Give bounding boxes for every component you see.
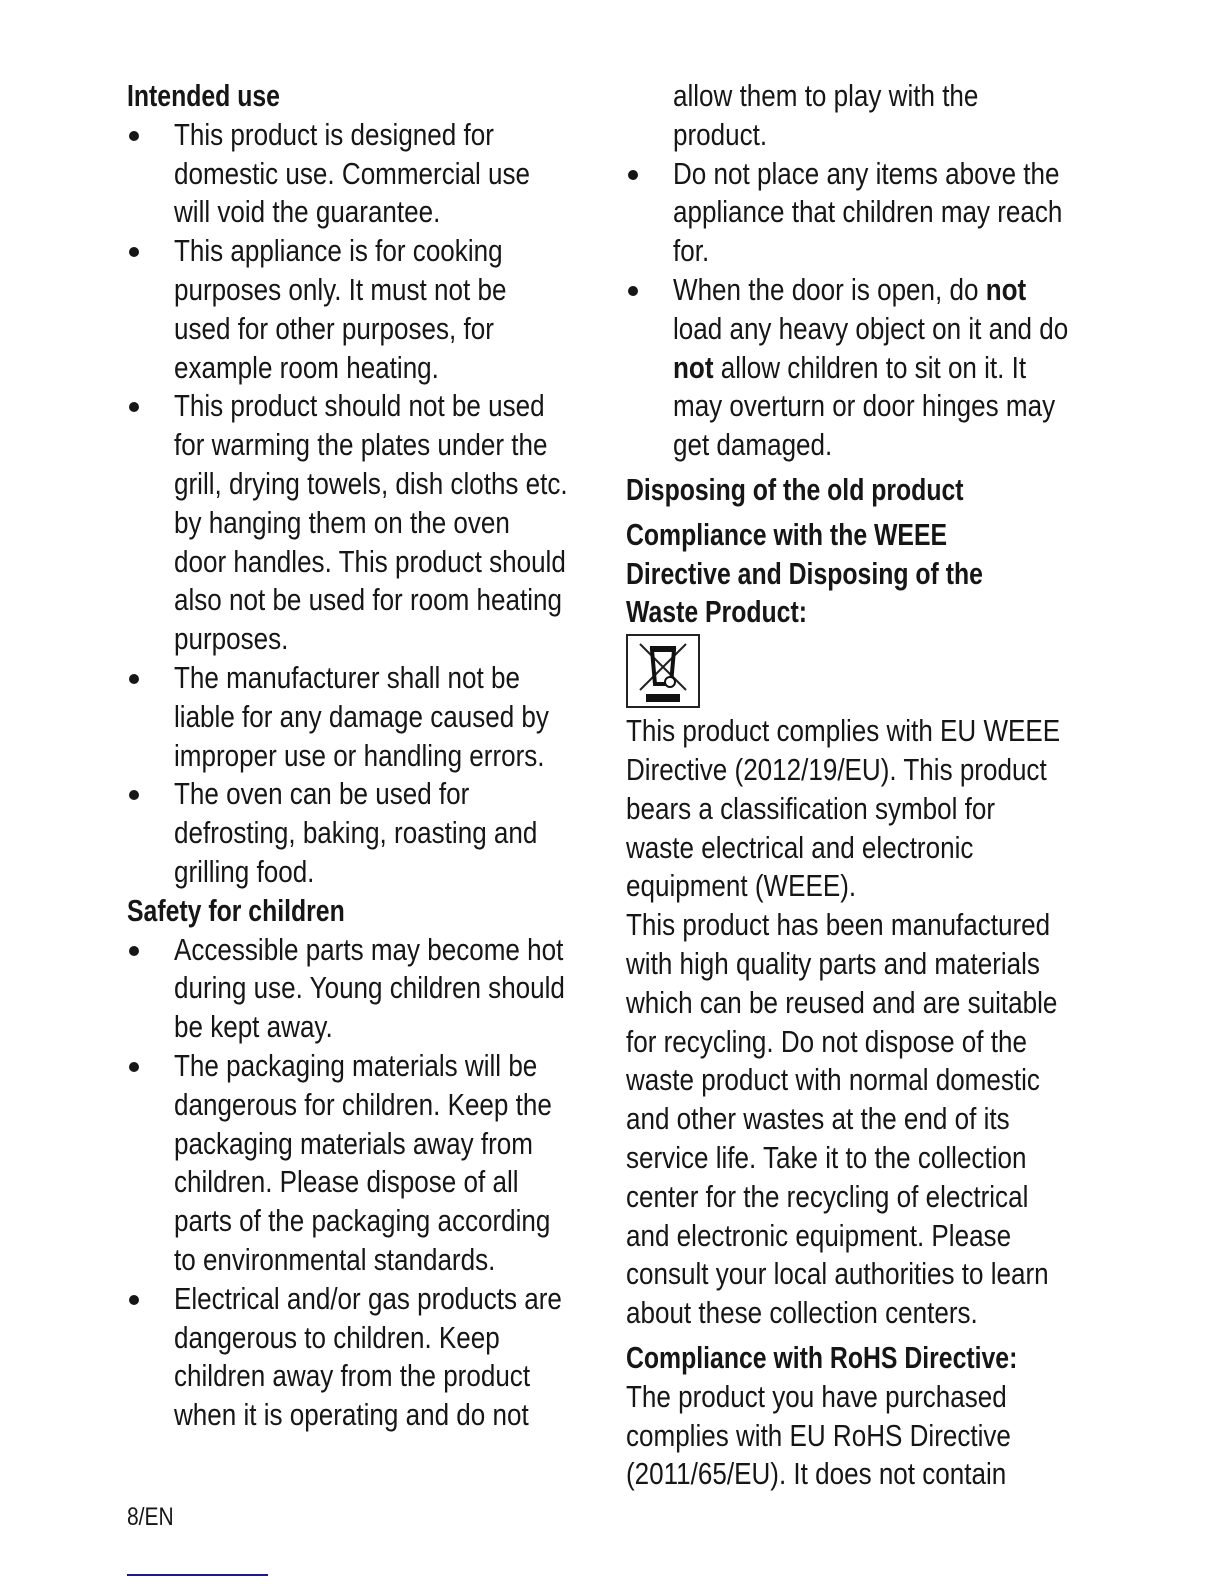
paragraph bbox=[626, 712, 1106, 1333]
text-line-content: and other wastes at the end of its bbox=[626, 1101, 1010, 1137]
text-line-content: children. Please dispose of all bbox=[174, 1164, 519, 1200]
text-line bbox=[626, 1217, 1106, 1256]
bullet-icon bbox=[129, 1295, 139, 1305]
text-line bbox=[626, 712, 1106, 751]
text-line bbox=[626, 867, 1106, 906]
text-line-content: dangerous for children. Keep the bbox=[174, 1086, 552, 1122]
text-line bbox=[174, 232, 607, 271]
text-line bbox=[626, 829, 1106, 868]
bullet-item bbox=[626, 271, 1106, 465]
text-line-content: for warming the plates under the bbox=[174, 427, 548, 463]
text-line bbox=[673, 349, 1106, 388]
paragraph bbox=[626, 1378, 1106, 1494]
text-line-content: appliance that children may reach bbox=[673, 194, 1063, 230]
text-line-content: allow them to play with the bbox=[673, 78, 979, 113]
text-line bbox=[626, 593, 1106, 632]
text-line-content: packaging materials away from bbox=[174, 1125, 533, 1161]
text-line bbox=[626, 906, 1106, 945]
paragraph bbox=[626, 77, 1106, 155]
text-line-content: with high quality parts and materials bbox=[626, 945, 1040, 981]
text-line-content: also not be used for room heating bbox=[174, 582, 562, 618]
text-line-content: The packaging materials will be bbox=[174, 1047, 538, 1083]
text-line-content: Directive (2012/19/EU). This product bbox=[626, 751, 1047, 787]
text-line-content: service life. Take it to the collection bbox=[626, 1139, 1027, 1175]
text-line-content: waste electrical and electronic bbox=[626, 829, 974, 865]
text-line bbox=[174, 1047, 607, 1086]
text-line-content: when it is operating and do not bbox=[174, 1397, 529, 1433]
text-line bbox=[174, 1357, 607, 1396]
text-line-content: Compliance with RoHS Directive: bbox=[626, 1339, 1018, 1375]
bullet-icon bbox=[129, 790, 139, 800]
text-line-content: This product has been manufactured bbox=[626, 907, 1051, 943]
text-line bbox=[174, 1396, 607, 1435]
text-line bbox=[626, 516, 1106, 555]
section-heading bbox=[626, 471, 1106, 510]
bullet-icon bbox=[129, 402, 139, 412]
footer-rule bbox=[127, 1574, 268, 1576]
weee-crossed-bin-icon bbox=[626, 634, 700, 708]
text-line-content: Compliance with the WEEE bbox=[626, 516, 948, 552]
text-line bbox=[673, 426, 1106, 465]
text-line bbox=[174, 426, 607, 465]
text-line bbox=[626, 1455, 1106, 1494]
text-segment: When the door is open, do bbox=[673, 271, 986, 307]
bullet-item bbox=[127, 931, 607, 1047]
text-line-content: by hanging them on the oven bbox=[174, 504, 510, 540]
text-line bbox=[174, 310, 607, 349]
text-line bbox=[626, 1139, 1106, 1178]
text-line bbox=[174, 271, 607, 310]
text-line bbox=[626, 1061, 1106, 1100]
left-column bbox=[127, 77, 607, 1435]
text-line-content: grilling food. bbox=[174, 853, 315, 889]
text-line-content: The product you have purchased bbox=[626, 1378, 1007, 1414]
text-line bbox=[174, 1163, 607, 1202]
text-line-content: Intended use bbox=[127, 78, 280, 113]
text-line bbox=[174, 659, 607, 698]
text-line bbox=[174, 387, 607, 426]
emphasis-text: not bbox=[673, 349, 714, 385]
text-line-content: door handles. This product should bbox=[174, 543, 566, 579]
text-line-content: domestic use. Commercial use bbox=[174, 155, 531, 191]
text-line bbox=[673, 232, 1106, 271]
text-line bbox=[626, 1417, 1106, 1456]
text-line-content: which can be reused and are suitable bbox=[626, 984, 1058, 1020]
text-line-content: to environmental standards. bbox=[174, 1241, 496, 1277]
text-line-content: This product complies with EU WEEE bbox=[626, 713, 1061, 749]
text-segment: allow children to sit on it. It bbox=[713, 349, 1027, 385]
bullet-item bbox=[127, 387, 607, 659]
text-line bbox=[174, 1125, 607, 1164]
text-line bbox=[626, 471, 1106, 510]
text-line-content: Waste Product: bbox=[626, 594, 807, 630]
text-line-content: used for other purposes, for bbox=[174, 310, 494, 346]
text-line bbox=[174, 349, 607, 388]
text-line-content: defrosting, baking, roasting and bbox=[174, 815, 538, 851]
text-line bbox=[626, 751, 1106, 790]
text-line bbox=[673, 310, 1106, 349]
text-line bbox=[174, 116, 607, 155]
text-line-content bbox=[673, 271, 1026, 310]
text-line-content: for. bbox=[673, 233, 710, 269]
text-line bbox=[174, 465, 607, 504]
text-line bbox=[127, 892, 607, 931]
section-heading bbox=[127, 77, 607, 116]
text-line-content: bears a classification symbol for bbox=[626, 790, 996, 826]
text-line-content: Safety for children bbox=[127, 892, 345, 928]
bullet-icon bbox=[129, 247, 139, 257]
text-line bbox=[673, 116, 1106, 155]
text-line-content: parts of the packaging according bbox=[174, 1203, 551, 1239]
text-line bbox=[174, 1241, 607, 1280]
text-line bbox=[174, 931, 607, 970]
emphasis-text: not bbox=[985, 271, 1027, 307]
text-line bbox=[174, 1280, 607, 1319]
text-line bbox=[626, 1255, 1106, 1294]
text-line-content: Electrical and/or gas products are bbox=[174, 1280, 562, 1316]
bullet-icon bbox=[129, 674, 139, 684]
text-line-content: waste product with normal domestic bbox=[626, 1062, 1040, 1098]
section-heading bbox=[626, 516, 1106, 632]
bullet-icon bbox=[628, 286, 638, 296]
text-line-content: Disposing of the old product bbox=[626, 471, 964, 507]
text-line bbox=[174, 698, 607, 737]
text-line-content: consult your local authorities to learn bbox=[626, 1256, 1049, 1292]
text-line bbox=[673, 387, 1106, 426]
text-line bbox=[673, 271, 1106, 310]
text-line-content: grill, drying towels, dish cloths etc. bbox=[174, 465, 568, 501]
text-line-content: The oven can be used for bbox=[174, 776, 470, 812]
page-number bbox=[127, 1503, 183, 1532]
text-line-content: Do not place any items above the bbox=[673, 155, 1060, 191]
text-line-content: for recycling. Do not dispose of the bbox=[626, 1023, 1027, 1059]
text-line-content: improper use or handling errors. bbox=[174, 737, 545, 773]
text-line bbox=[174, 581, 607, 620]
text-line-content: Directive and Disposing of the bbox=[626, 555, 983, 591]
text-line bbox=[174, 775, 607, 814]
text-line-content: may overturn or door hinges may bbox=[673, 388, 1056, 424]
bullet-icon bbox=[628, 170, 638, 180]
text-line bbox=[174, 620, 607, 659]
text-line bbox=[174, 969, 607, 1008]
text-line-content: purposes only. It must not be bbox=[174, 271, 507, 307]
bullet-item bbox=[626, 155, 1106, 271]
bullet-item bbox=[127, 116, 607, 232]
text-line bbox=[174, 1086, 607, 1125]
bullet-icon bbox=[129, 946, 139, 956]
text-line-content: center for the recycling of electrical bbox=[626, 1178, 1029, 1214]
text-line-content: about these collection centers. bbox=[626, 1295, 978, 1331]
text-line-content: Accessible parts may become hot bbox=[174, 931, 564, 967]
bullet-item bbox=[127, 1047, 607, 1280]
text-line-content: product. bbox=[673, 116, 768, 152]
text-line bbox=[174, 814, 607, 853]
text-line bbox=[673, 155, 1106, 194]
text-line bbox=[626, 1178, 1106, 1217]
section-heading bbox=[127, 892, 607, 931]
bullet-item bbox=[127, 232, 607, 387]
text-line bbox=[626, 1023, 1106, 1062]
bullet-icon bbox=[129, 1062, 139, 1072]
bullet-item bbox=[127, 775, 607, 891]
text-line-content: This product is designed for bbox=[174, 116, 494, 152]
right-column bbox=[626, 77, 1106, 1494]
text-line bbox=[673, 77, 1106, 116]
text-line bbox=[626, 1294, 1106, 1333]
text-line-content: complies with EU RoHS Directive bbox=[626, 1417, 1011, 1453]
text-line bbox=[626, 945, 1106, 984]
text-line-content: during use. Young children should bbox=[174, 970, 565, 1006]
text-line-content bbox=[673, 349, 1026, 388]
text-line bbox=[174, 193, 607, 232]
text-line bbox=[174, 737, 607, 776]
text-line-content: liable for any damage caused by bbox=[174, 698, 549, 734]
text-line-content: be kept away. bbox=[174, 1009, 333, 1045]
text-line-content: (2011/65/EU). It does not contain bbox=[626, 1456, 1007, 1492]
text-line-content: The manufacturer shall not be bbox=[174, 659, 520, 695]
bullet-item bbox=[127, 659, 607, 775]
bullet-icon bbox=[129, 131, 139, 141]
text-line-content: equipment (WEEE). bbox=[626, 868, 857, 904]
text-line-content: children away from the product bbox=[174, 1358, 531, 1394]
text-line-content: dangerous to children. Keep bbox=[174, 1319, 500, 1355]
text-line-content: get damaged. bbox=[673, 427, 833, 463]
text-line bbox=[127, 77, 607, 116]
text-line bbox=[626, 1378, 1106, 1417]
text-line-content: purposes. bbox=[174, 621, 289, 657]
text-line bbox=[174, 543, 607, 582]
text-line bbox=[174, 504, 607, 543]
text-line bbox=[626, 984, 1106, 1023]
text-line bbox=[174, 1319, 607, 1358]
text-line bbox=[626, 790, 1106, 829]
text-line bbox=[626, 1339, 1106, 1378]
text-line-content: load any heavy object on it and do bbox=[673, 310, 1069, 346]
text-line-content: This product should not be used bbox=[174, 388, 545, 424]
section-heading bbox=[626, 1339, 1106, 1378]
text-line bbox=[174, 1202, 607, 1241]
page-number-text: 8/EN bbox=[127, 1503, 174, 1531]
text-line bbox=[626, 1100, 1106, 1139]
text-line bbox=[673, 193, 1106, 232]
text-line bbox=[174, 155, 607, 194]
text-line bbox=[626, 555, 1106, 594]
text-line-content: This appliance is for cooking bbox=[174, 233, 503, 269]
bullet-item bbox=[127, 1280, 607, 1435]
text-line-content: will void the guarantee. bbox=[174, 194, 441, 230]
text-line bbox=[174, 1008, 607, 1047]
text-line-content: and electronic equipment. Please bbox=[626, 1217, 1012, 1253]
text-line bbox=[174, 853, 607, 892]
text-line-content: example room heating. bbox=[174, 349, 439, 385]
